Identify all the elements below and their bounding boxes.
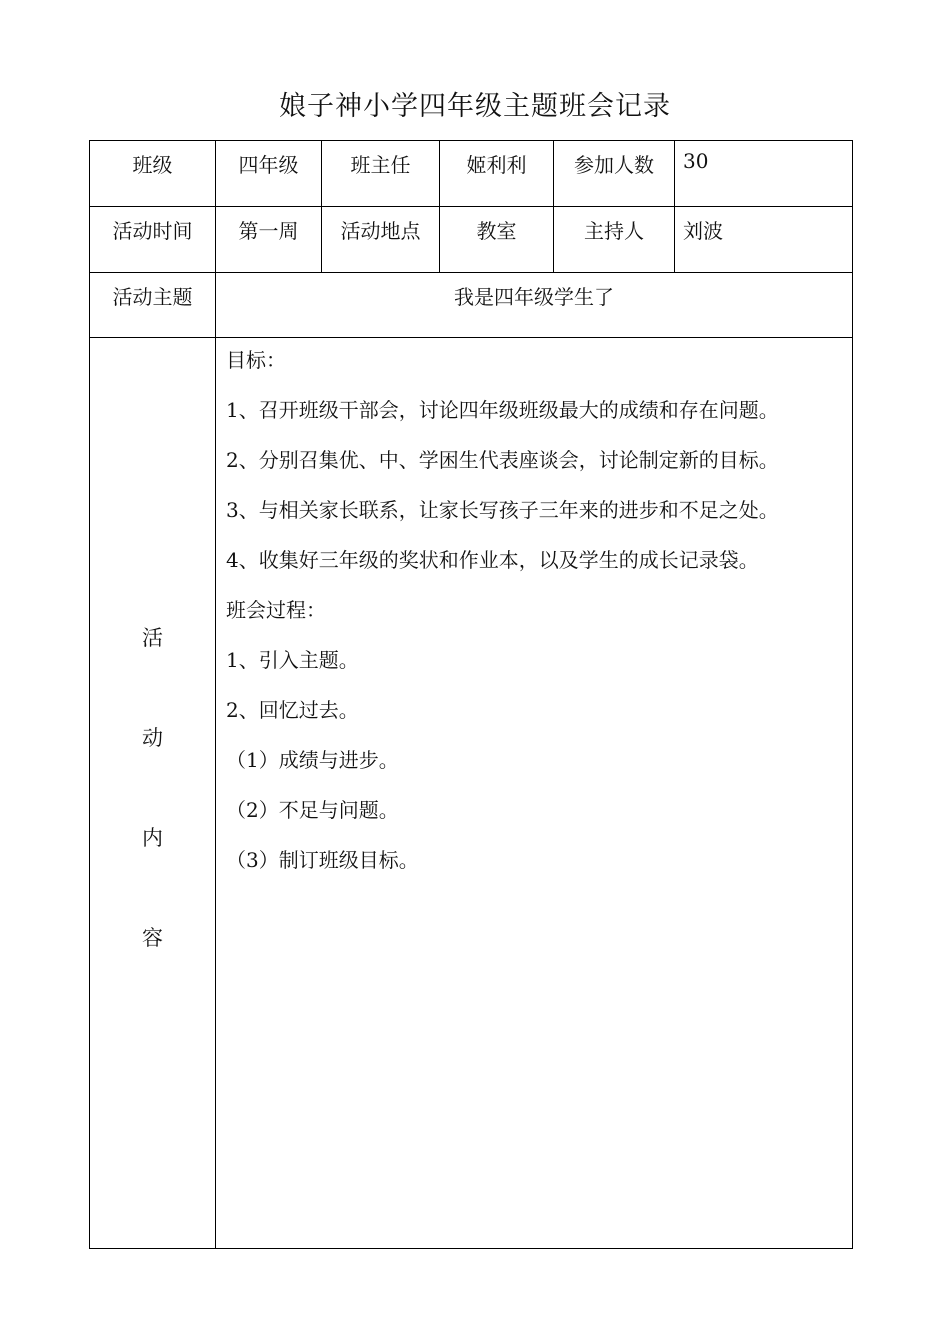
goal-item: 4、收集好三年级的奖状和作业本，以及学生的成长记录袋。: [226, 548, 759, 572]
content-body: [216, 338, 853, 1249]
host-value: 刘波: [675, 207, 853, 273]
teacher-label: 班主任: [322, 141, 440, 207]
time-label: 活动时间: [90, 207, 216, 273]
host-label: 主持人: [554, 207, 675, 273]
content-label-char: 内: [142, 826, 163, 850]
goals-heading: 目标：: [226, 348, 286, 372]
content-label-char: 动: [142, 726, 163, 750]
place-value: 教室: [440, 207, 554, 273]
goal-item: 2、分别召集优、中、学困生代表座谈会，讨论制定新的目标。: [226, 448, 779, 472]
document-title: 娘子神小学四年级主题班会记录: [279, 91, 671, 122]
meeting-record-table: [89, 140, 853, 1249]
process-subitem: （3）制订班级目标。: [226, 848, 419, 872]
table-row: [90, 273, 853, 338]
class-label: 班级: [90, 141, 216, 207]
table-row: [90, 338, 853, 1249]
theme-value: 我是四年级学生了: [216, 273, 853, 338]
process-item: 2、回忆过去。: [226, 698, 359, 722]
class-value: 四年级: [216, 141, 322, 207]
content-label-char: 活: [142, 626, 163, 650]
goal-item: 1、召开班级干部会，讨论四年级班级最大的成绩和存在问题。: [226, 398, 779, 422]
content-label: [90, 338, 216, 1249]
goal-item: 3、与相关家长联系，让家长写孩子三年来的进步和不足之处。: [226, 498, 779, 522]
table-row: [90, 207, 853, 273]
process-subitem: （1）成绩与进步。: [226, 748, 399, 772]
content-label-char: 容: [142, 926, 163, 950]
process-heading: 班会过程：: [226, 598, 326, 622]
process-item: 1、引入主题。: [226, 648, 359, 672]
process-subitem: （2）不足与问题。: [226, 798, 399, 822]
teacher-value: 姬利利: [440, 141, 554, 207]
attendees-value: 30: [675, 141, 853, 207]
attendees-label: 参加人数: [554, 141, 675, 207]
time-value: 第一周: [216, 207, 322, 273]
theme-label: 活动主题: [90, 273, 216, 338]
place-label: 活动地点: [322, 207, 440, 273]
table-row: [90, 141, 853, 207]
